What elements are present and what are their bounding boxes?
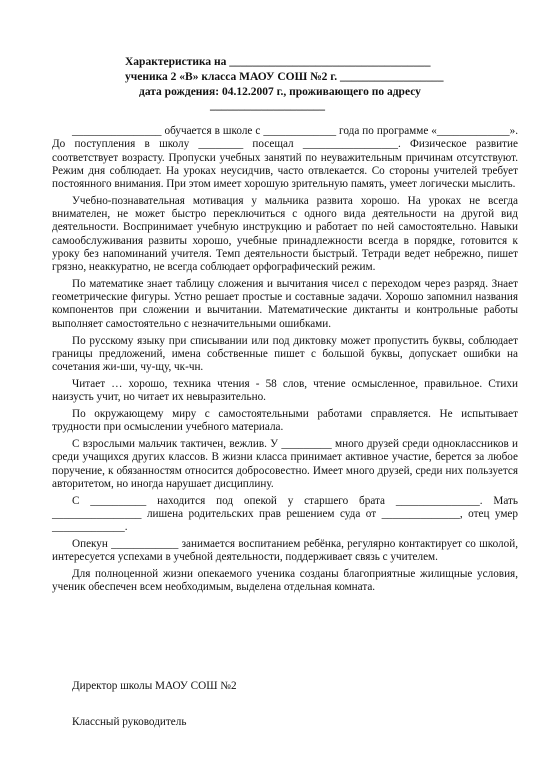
director-signature: Директор школы МАОУ СОШ №2 xyxy=(72,680,237,692)
paragraph-family: С __________ находится под опекой у старшего брата _______________. Мать ________________ лишена родительских прав решением суда от ______________, отец умер _____________. xyxy=(52,494,518,534)
document-title: Характеристика на ___________________________________ xyxy=(125,56,431,68)
class-teacher-signature: Классный руководитель xyxy=(72,716,187,728)
paragraph-general: ________________ обучается в школе с _____________ года по программе «_____________». До поступления в школу ________ посещал _________________. Физическое развитие соответствует возрасту. Пропуски учебных занятий по неуважительным причинам отсутствуют. Режим дня соблюдает. На уроках неусидчив, часто отвлекается. Со стороны учителей требует постоянного внимания. При этом имеет хорошую зрительную память, умеет логически мыслить. xyxy=(52,125,518,190)
paragraph-living-conditions: Для полноценной жизни опекаемого ученика созданы благоприятные жилищные условия, ученик обеспечен всем необходимым, выделена отдельная комната. xyxy=(52,568,518,594)
paragraph-math: По математике знает таблицу сложения и вычитания чисел с переходом через разряд. Знает геометрические фигуры. Устно решает простые и составные задачи. Хорошо запомнил названия компонентов при сложении и вычитании. Математические диктанты и контрольные работы выполняет самостоятельно с незначительными ошибками. xyxy=(52,277,518,330)
paragraph-behavior: С взрослыми мальчик тактичен, вежлив. У _________ много друзей среди одноклассников и среди учащихся других классов. В жизни класса принимает активное участие, берется за любое поручение, к обязанностям относится добросовестно. Имеет много друзей, среди них пользуется авторитетом, но иногда нарушает дисциплину. xyxy=(52,438,518,490)
birth-date-text: дата рождения: 04.12.2007 г., проживающего по адресу xyxy=(139,86,421,98)
paragraph-motivation: Учебно-познавательная мотивация у мальчика развита хорошо. На уроках не всегда внимателен, не может быстро переключиться с одного вида деятельности на другой вид деятельности. Воспринимает учебную инструкцию и работает по ней самостоятельно. Навыки самообслуживания развиты хорошо, учебные принадлежности всегда в порядке, готовится к уроку без напоминаний учителя. Темп деятельности быстрый. Тетради ведет небрежно, пишет грязно, неаккуратно, не всегда соблюдает орфографический режим. xyxy=(52,194,518,274)
student-class-text: ученика 2 «В» класса МАОУ СОШ №2 г. __________________ xyxy=(125,71,444,83)
paragraph-russian: По русскому языку при списывании или под диктовку может пропустить буквы, соблюдает границы предложений, имена собственные пишет с большой буквы, допускает ошибки на сочетания жи-ши, чу-щу, чк-чн. xyxy=(52,334,518,374)
characteristic-body xyxy=(52,125,518,598)
paragraph-world: По окружающему миру с самостоятельными работами справляется. Не испытывает трудности при осмыслении учебного материала. xyxy=(52,407,518,434)
address-blank: ____________________ xyxy=(210,100,325,112)
paragraph-guardian: Опекун ____________ занимается воспитанием ребёнка, регулярно контактирует со школой, интересуется успехами в учебной деятельности, поддерживает связь с учителем. xyxy=(52,538,518,564)
paragraph-reading: Читает … хорошо, техника чтения - 58 слов, чтение осмысленное, правильное. Стихи наизусть учит, но читает их невыразительно. xyxy=(52,377,518,404)
